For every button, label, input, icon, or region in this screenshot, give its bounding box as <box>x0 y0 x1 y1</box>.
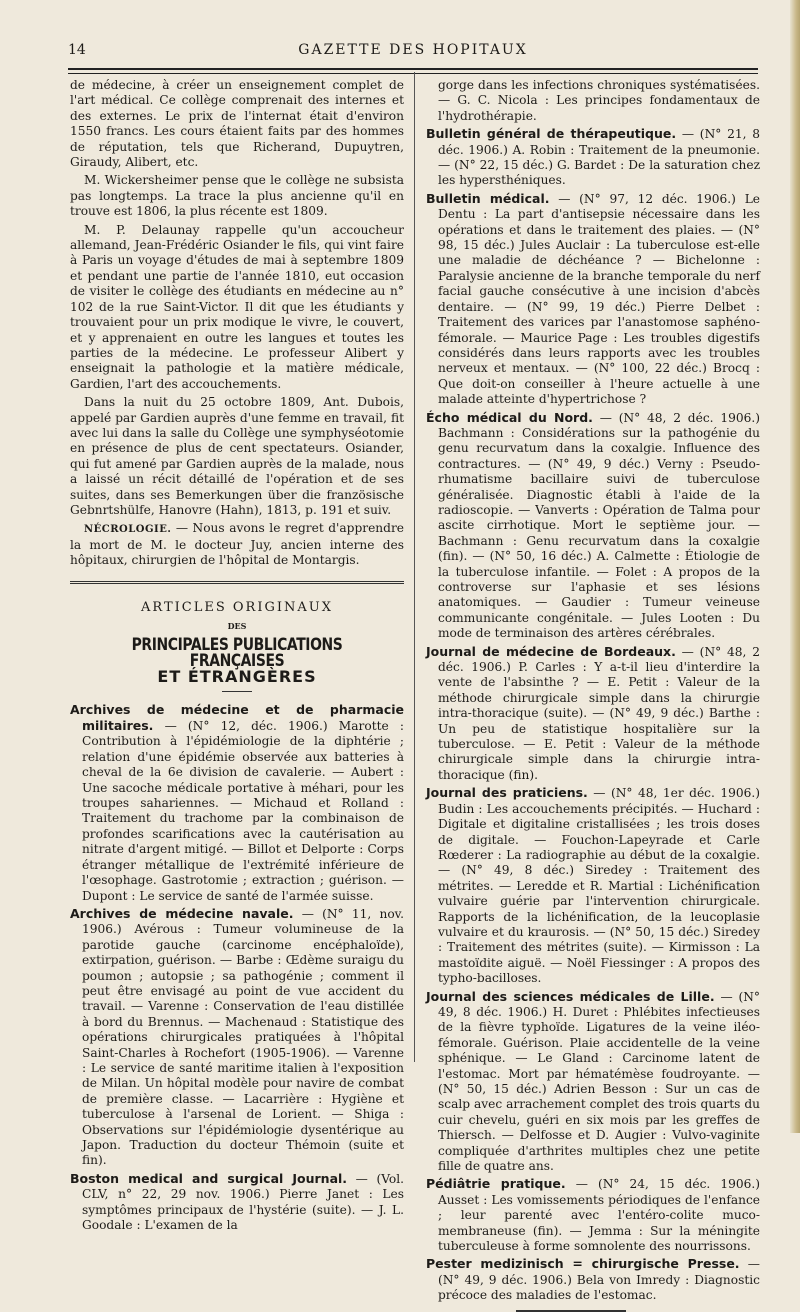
page-edge <box>790 0 800 1133</box>
journal-text: — (N° 49, 8 déc. 1906.) H. Duret : Phlébites infectieuses de la fièvre typhoïde. Ligatures de la veine iléo-fémorale. Guérison. Plaie accidentelle de la veine sphénique. — Le Gland : Carcinome latent de l'estomac. Mort par hématémèse foudroyante. — (N° 50, 15 déc.) Adrien Besson : Sur un cas de scalp avec arrachement complet des trois quarts du cuir chevelu, guéri en six mois par les greffes de Thiersch. — Delfosse et D. Augier : Vulvo-vaginite compliquée d'arthrites multiples chez une petite fille de quatre ans. <box>438 989 760 1174</box>
journal-title: Archives de médecine et de pharmacie militaires. <box>70 701 404 734</box>
journal-title: Pédiâtrie pratique. <box>426 1176 566 1192</box>
journal-title: Journal de médecine de Bordeaux. <box>426 643 676 659</box>
journal-text: — (Vol. CLV, n° 22, 29 nov. 1906.) Pierre Janet : Les symptômes principaux de l'hystérie (suite). — J. L. Goodale : L'examen de la <box>82 1171 404 1233</box>
journal-text: — (N° 48, 2 déc. 1906.) Bachmann : Considérations sur la pathogénie du genu recurvatum dans la coxalgie. Influence des contractures. — (N° 49, 9 déc.) Verny : Pseudo-rhumatisme bacillaire suivi de tuberculose généralisée. Diagnostic établi à l'aide de la radioscopie. — Vanverts : Opération de Talma pour ascite cirrhotique. Mort le septième jour. — Bachmann : Genu recurvatum dans la coxalgie (fin). — (N° 50, 16 déc.) A. Calmette : Étiologie de la tuberculose infantile. — Folet : A propos de la controverse sur l'aphasie et ses lésions anatomiques. — Gaudier : Tumeur veineuse communicante congénitale. — Jules Looten : Du mode de terminaison des artères cérébrales. <box>438 410 760 641</box>
section-divider <box>70 581 404 584</box>
journal-text: — (N° 11, nov. 1906.) Avérous : Tumeur volumineuse de la parotide gauche (carcinome encéphaloïde), extirpation, guérison. — Barbe : Œdème suraigu du poumon ; autopsie ; sa pathogénie ; comment il peut être envisagé au point de vue accident du travail. — Varenne : Conservation de l'eau distillée à bord du Brennus. — Machenaud : Statistique des opérations chirurgicales pratiquées à l'hôpital Saint-Charles à Rochefort (1905-1906). — Varenne : Le service de santé maritime italien à l'exposition de Milan. Un hôpital modèle pour navire de combat de première classe. — Lacarrière : Hygiène et tuberculose à l'arsenal de Lorient. — Shiga : Observations sur l'épidémiologie dysentérique au Japon. Traduction du docteur Thémoin (suite et fin). <box>82 906 404 1168</box>
necrology-paragraph <box>70 521 404 568</box>
journal-title: Archives de médecine navale. <box>70 905 294 921</box>
journal-entry <box>70 906 404 1169</box>
journal-text: — (N° 97, 12 déc. 1906.) Le Dentu : La part d'antisepsie nécessaire dans les opérations et dans le traitement des plaies. — (N° 98, 15 déc.) Jules Auclair : La tuberculose est-elle une maladie de déchéance ? — Bichelonne : Paralysie ancienne de la branche temporale du nerf facial gauche consécutive à une incision d'abcès dentaire. — (N° 99, 19 déc.) Pierre Delbet : Traitement des varices par l'anastomose saphéno-fémorale. — Maurice Page : Les troubles digestifs considérés dans leurs rapports avec les troubles nerveux et mentaux. — (N° 100, 22 déc.) Brocq : Que doit-on conseiller à l'heure actuelle à une malade atteinte d'hypertrichose ? <box>438 191 760 407</box>
header-rule <box>68 68 758 70</box>
journal-text: — (N° 24, 15 déc. 1906.) Ausset : Les vomissements périodiques de l'enfance ; leur parenté avec l'entéro-colite muco-membraneuse (fin). — Jemma : Sur la méningite tuberculeuse à forme somnolente des nourrissons. <box>438 1177 760 1254</box>
journal-entry <box>426 191 760 408</box>
header-rule-thin <box>68 73 758 74</box>
journal-text: — (N° 48, 2 déc. 1906.) P. Carles : Y a-t-il lieu d'interdire la vente de l'absinthe ? — E. Petit : Valeur de la méthode chirurgicale simple dans la chirurgie intra-thoracique (suite). — (N° 49, 9 déc.) Barthe : Un peu de statistique hospitalière sur la tuberculose. — E. Petit : Valeur de la méthode chirurgicale simple dans la chirurgie intra-thoracique (fin). <box>438 644 760 782</box>
journal-entry <box>426 785 760 986</box>
left-column <box>70 78 404 1235</box>
journal-entry <box>70 1171 404 1234</box>
journal-entry <box>426 989 760 1175</box>
continuation-text: gorge dans les infections chroniques systématisées. — G. C. Nicola : Les principes fondamentaux de l'hydrothérapie. <box>438 78 760 123</box>
necrology-label: NÉCROLOGIE. <box>84 524 172 536</box>
journal-entry <box>70 702 404 904</box>
paragraph: de médecine, à créer un enseignement complet de l'art médical. Ce collège comprenait des internes et des externes. Le prix de l'internat était d'environ 1550 francs. Les cours étaient faits par des hommes de réputation, tels que Richerand, Dupuytren, Giraudy, Alibert, etc. <box>70 78 404 170</box>
journal-title: Bulletin médical. <box>426 190 550 206</box>
journal-title: Pester medizinisch = chirurgische Presse. <box>426 1256 740 1272</box>
paragraph: M. P. Delaunay rappelle qu'un accoucheur allemand, Jean-Frédéric Osiander le fils, qui vint faire à Paris un voyage d'études de mai à septembre 1809 et pendant une partie de l'année 1810, eut occasion de visiter le collège des étudiants en médecine au n° 102 de la rue Saint-Victor. Il dit que les étudiants y trouvaient pour un prix modique le vivre, le couvert, et y apprenaient en outre les langues et toutes les parties de la médecine. Le professeur Alibert y enseignait la pathologie et la matière médicale, Gardien, l'art des accouchements. <box>70 222 404 391</box>
journal-title: Journal des praticiens. <box>426 785 588 801</box>
right-column <box>426 78 760 1312</box>
section-title-line1: ARTICLES ORIGINAUX <box>141 599 333 615</box>
journal-entry <box>426 410 760 642</box>
short-rule <box>222 691 252 692</box>
journal-text: — (N° 21, 8 déc. 1906.) A. Robin : Traitement de la pneumonie. — (N° 22, 15 déc.) G. Bardet : De la saturation chez les hypersthéniques. <box>438 127 760 188</box>
necrology-text: — Nous avons le regret d'apprendre la mort de M. le docteur Juy, ancien interne des hôpitaux, chirurgien de l'hôpital de Montargis. <box>70 521 404 568</box>
paragraph: Dans la nuit du 25 octobre 1809, Ant. Dubois, appelé par Gardien auprès d'une femme en travail, fit avec lui dans la salle du Collège une symphyséotomie en présence de plus de cent spectateurs. Osiander, qui fut amené par Gardien auprès de la malade, nous a laissé un récit détaillé de l'opération et de ses suites, dans ses Bemerkungen über die französische Gebnrtshülfe, Hanovre (Hahn), 1813, p. 191 et suiv. <box>70 395 404 517</box>
journal-entry <box>426 1176 760 1254</box>
journal-title: Bulletin général de thérapeutique. <box>426 126 677 142</box>
journal-entry <box>426 126 760 189</box>
column-separator <box>414 72 415 1062</box>
section-title-line3: PRINCIPALES PUBLICATIONS FRANÇAISES <box>131 635 343 671</box>
journal-entry <box>426 644 760 784</box>
end-ornament <box>516 1310 626 1312</box>
journal-text: — (N° 48, 1er déc. 1906.) Budin : Les accouchements précipités. — Huchard : Digitale et digitaline cristallisées ; les trois doses de digitale. — Fouchon-Lapeyrade et Carle Rœderer : La radiographie au début de la coxalgie. — (N° 49, 8 déc.) Siredey : Traitement des métrites. — Leredde et R. Martial : Lichénification vulvaire guérie par l'intervention chirurgicale. Rapports de la lichénification, de la leucoplasie vulvaire et du kraurosis. — (N° 50, 15 déc.) Siredey : Traitement des métrites (suite). — Kirmisson : La mastoïdite aiguë. — Noël Fiessinger : A propos des typho-bacilloses. <box>438 786 760 986</box>
journal-text: — (N° 12, déc. 1906.) Marotte : Contribution à l'épidémiologie de la diphtérie ; relation d'une épidémie observée aux batteries à cheval de la 6e division de cavalerie. — Aubert : Une sacoche médicale portative à méhari, pour les troupes sahariennes. — Michaud et Rolland : Traitement du trachome par la combinaison de profondes scarifications avec la cautérisation au nitrate d'argent mitigé. — Billot et Delporte : Corps étranger métallique de l'extrémité inférieure de l'œsophage. Gastrotomie ; extraction ; guérison. — Dupont : Le service de santé de l'armée suisse. <box>82 719 404 903</box>
journal-title: Écho médical du Nord. <box>426 409 593 425</box>
running-title: GAZETTE DES HOPITAUX <box>298 42 528 58</box>
paragraph: M. Wickersheimer pense que le collège ne subsista pas longtemps. La trace la plus ancienne qu'il en trouve est 1806, la plus récente est 1809. <box>70 173 404 219</box>
journal-title: Boston medical and surgical Journal. <box>70 1170 348 1186</box>
section-title-line4: ET ÉTRANGÈRES <box>157 667 317 687</box>
page-number: 14 <box>68 42 86 58</box>
journal-text: — (N° 49, 9 déc. 1906.) Bela von Imredy : Diagnostic précoce des maladies de l'estomac. <box>438 1257 760 1303</box>
section-title-line2: DES <box>227 621 247 631</box>
journal-entry <box>426 1256 760 1303</box>
journal-title: Journal des sciences médicales de Lille. <box>426 988 715 1004</box>
page-header <box>68 42 758 62</box>
